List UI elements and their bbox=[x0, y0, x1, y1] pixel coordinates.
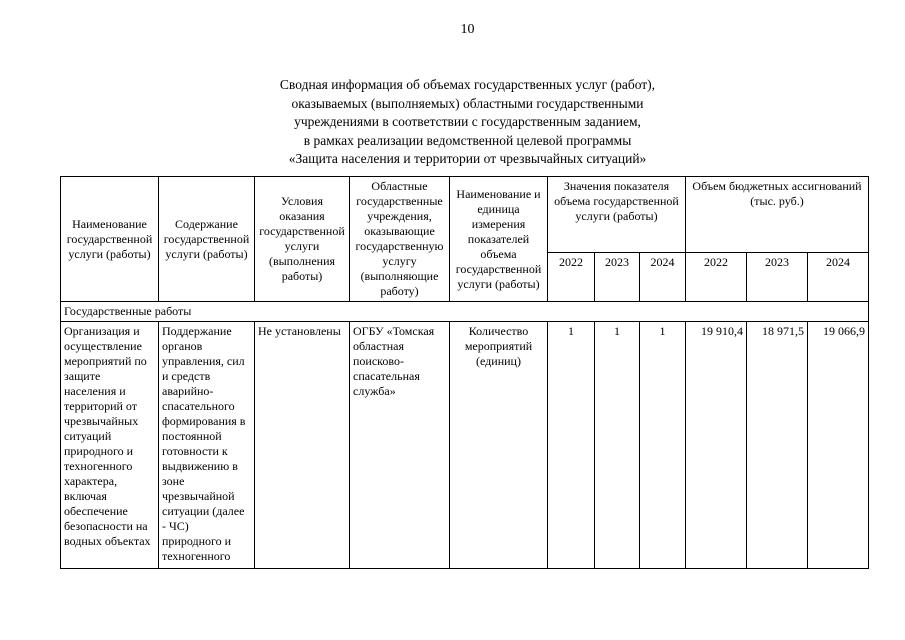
cell-institution: ОГБУ «Томская областная поисково-спасательная служба» bbox=[350, 322, 450, 569]
header-conditions: Условия оказания государственной услуги (выполнения работы) bbox=[255, 177, 350, 302]
title-line: Сводная информация об объемах государственных услуг (работ), bbox=[279, 77, 656, 92]
header-service-name: Наименование государственной услуги (работы) bbox=[61, 177, 159, 302]
header-year: 2024 bbox=[808, 253, 869, 302]
header-row bbox=[61, 177, 869, 253]
header-unit: Наименование и единица измерения показателей объема государственной услуги (работы) bbox=[450, 177, 548, 302]
cell-budget: 19 066,9 bbox=[808, 322, 869, 569]
cell-value: 1 bbox=[548, 322, 595, 569]
cell-content: Поддержание органов управления, сил и средств аварийно-спасательного формирования в постоянной готовности к выдвижению в зоне чрезвычайной ситуации (далее - ЧС) природного и техногенного bbox=[159, 322, 255, 569]
cell-budget: 19 910,4 bbox=[686, 322, 747, 569]
table-row bbox=[61, 322, 869, 569]
cell-conditions: Не установлены bbox=[255, 322, 350, 569]
cell-value: 1 bbox=[595, 322, 640, 569]
page-number: 10 bbox=[460, 22, 475, 37]
header-year: 2023 bbox=[747, 253, 808, 302]
header-year: 2022 bbox=[686, 253, 747, 302]
header-budget: Объем бюджетных ассигнований (тыс. руб.) bbox=[686, 177, 869, 253]
title-line: в рамках реализации ведомственной целевой программы bbox=[303, 132, 632, 148]
header-institutions: Областные государственные учреждения, оказывающие государственную услугу (выполняющие работу) bbox=[350, 177, 450, 302]
header-year: 2024 bbox=[640, 253, 686, 302]
cell-budget: 18 971,5 bbox=[747, 322, 808, 569]
cell-unit: Количество мероприятий (единиц) bbox=[450, 322, 548, 569]
header-year: 2022 bbox=[548, 253, 595, 302]
title-line: оказываемых (выполняемых) областными государственными bbox=[291, 95, 644, 111]
header-indicator-values: Значения показателя объема государственной услуги (работы) bbox=[548, 177, 686, 253]
cell-value: 1 bbox=[640, 322, 686, 569]
title-line: «Защита населения и территории от чрезвычайных ситуаций» bbox=[288, 151, 647, 166]
section-row bbox=[61, 302, 869, 322]
header-content: Содержание государственной услуги (работы) bbox=[159, 177, 255, 302]
cell-service-name: Организация и осуществление мероприятий по защите населения и территорий от чрезвычайных ситуаций природного и техногенного характера, включая обеспечение безопасности на водных объектах bbox=[61, 322, 159, 569]
services-table bbox=[60, 176, 869, 569]
document-title bbox=[0, 76, 905, 169]
section-label: Государственные работы bbox=[61, 302, 869, 322]
title-line: учреждениями в соответствии с государственным заданием, bbox=[294, 114, 641, 129]
header-year: 2023 bbox=[595, 253, 640, 302]
